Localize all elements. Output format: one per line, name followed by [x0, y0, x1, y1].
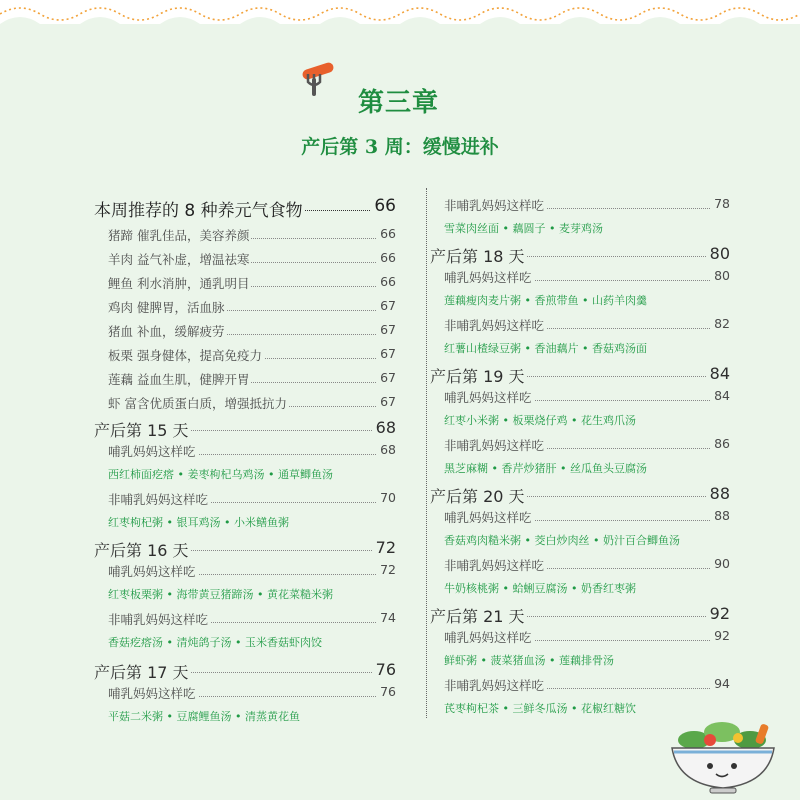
entry-label: 红枣枸杞粥 • 银耳鸡汤 • 小米鳝鱼粥	[108, 516, 289, 529]
chapter-title: 第三章	[358, 88, 440, 118]
entry-label: 平菇二米粥 • 豆腐鲤鱼汤 • 清蒸黄花鱼	[108, 710, 300, 723]
page-number: 86	[711, 436, 730, 451]
entry-label: 莲藕 益血生肌，健脾开胃	[108, 372, 250, 387]
entry-label: 香菇鸡肉糙米粥 • 茭白炒肉丝 • 奶汁百合鲫鱼汤	[444, 534, 680, 547]
entry-label: 西红柿面疙瘩 • 姜枣枸杞乌鸡汤 • 通草鲫鱼汤	[108, 468, 333, 481]
entry-label: 产后第 21 天	[430, 604, 527, 627]
toc-entry	[108, 394, 396, 410]
entry-label: 非哺乳妈妈这样吃	[444, 678, 545, 693]
entry-label: 猪血 补血，缓解疲劳	[108, 324, 225, 339]
entry-label: 羊肉 益气补虚，增温祛寒	[108, 252, 250, 267]
toc-entry	[108, 298, 396, 314]
toc-entry	[430, 604, 730, 624]
page-number: 67	[377, 298, 396, 313]
entry-label: 产后第 19 天	[430, 364, 527, 387]
entry-label: 产后第 20 天	[430, 484, 527, 507]
toc-entry	[444, 676, 730, 692]
entry-label: 牛奶核桃粥 • 蛤蜊豆腐汤 • 奶香红枣粥	[444, 582, 636, 595]
page-number: 70	[377, 490, 396, 505]
recipe-list	[108, 586, 396, 602]
entry-label: 猪蹄 催乳佳品，美容养颜	[108, 228, 250, 243]
entry-label: 鸡肉 健脾胃，活血脉	[108, 300, 225, 315]
toc-entry	[430, 484, 730, 504]
entry-label: 红枣板栗粥 • 海带黄豆猪蹄汤 • 黄花菜糙米粥	[108, 588, 333, 601]
entry-label: 芪枣枸杞茶 • 三鲜冬瓜汤 • 花椒红糖饮	[444, 702, 636, 715]
entry-label: 本周推荐的 8 种养元气食物	[94, 196, 305, 221]
entry-label: 非哺乳妈妈这样吃	[444, 198, 545, 213]
entry-label: 红薯山楂绿豆粥 • 香油藕片 • 香菇鸡汤面	[444, 342, 647, 355]
entry-label: 板栗 强身健体，提高免疫力	[108, 348, 262, 363]
entry-label: 黑芝麻糊 • 香芹炒猪肝 • 丝瓜鱼头豆腐汤	[444, 462, 647, 475]
page-number: 80	[707, 244, 730, 263]
recipe-list	[108, 634, 396, 650]
toc-entry	[108, 370, 396, 386]
entry-label: 非哺乳妈妈这样吃	[444, 438, 545, 453]
page-number: 74	[377, 610, 396, 625]
toc-entry	[108, 250, 396, 266]
page-number: 72	[373, 538, 396, 557]
toc-entry	[108, 322, 396, 338]
recipe-list	[444, 580, 730, 596]
recipe-list	[444, 292, 730, 308]
page-number: 92	[707, 604, 730, 623]
toc-entry	[444, 628, 730, 644]
page-number: 68	[373, 418, 396, 437]
entry-label: 哺乳妈妈这样吃	[444, 630, 532, 645]
entry-label: 哺乳妈妈这样吃	[108, 686, 196, 701]
toc-entry	[444, 388, 730, 404]
page-number: 72	[377, 562, 396, 577]
recipe-list	[108, 708, 396, 724]
toc-entry	[108, 684, 396, 700]
recipe-list	[444, 220, 730, 236]
page-number: 67	[377, 394, 396, 409]
recipe-list	[444, 652, 730, 668]
page-number: 92	[711, 628, 730, 643]
entry-label: 产后第 17 天	[94, 660, 191, 683]
toc-entry	[444, 436, 730, 452]
page-number: 80	[711, 268, 730, 283]
toc-entry	[94, 660, 396, 680]
recipe-list	[444, 340, 730, 356]
entry-label: 香菇疙瘩汤 • 清炖鸽子汤 • 玉米香菇虾肉饺	[108, 636, 322, 649]
fork-sausage-icon	[298, 60, 346, 104]
page-number: 67	[377, 370, 396, 385]
column-divider	[426, 188, 427, 718]
entry-label: 产后第 15 天	[94, 418, 191, 441]
page-number: 67	[377, 346, 396, 361]
recipe-list	[108, 514, 396, 530]
page-number: 66	[377, 274, 396, 289]
toc-entry	[444, 556, 730, 572]
page-number: 68	[377, 442, 396, 457]
entry-label: 哺乳妈妈这样吃	[444, 510, 532, 525]
toc-entry	[444, 196, 730, 212]
salad-bowl-icon	[664, 718, 782, 800]
toc-entry	[430, 244, 730, 264]
page-number: 84	[711, 388, 730, 403]
entry-label: 哺乳妈妈这样吃	[108, 564, 196, 579]
entry-label: 非哺乳妈妈这样吃	[108, 612, 209, 627]
toc-entry	[108, 610, 396, 626]
page-number: 90	[711, 556, 730, 571]
toc-entry	[108, 490, 396, 506]
entry-label: 莲藕瘦肉麦片粥 • 香煎带鱼 • 山药羊肉羹	[444, 294, 647, 307]
toc-entry	[430, 364, 730, 384]
entry-label: 非哺乳妈妈这样吃	[108, 492, 209, 507]
page-number: 78	[711, 196, 730, 211]
page-number: 67	[377, 322, 396, 337]
entry-label: 虾 富含优质蛋白质，增强抵抗力	[108, 396, 287, 411]
toc-entry	[108, 274, 396, 290]
toc-entry	[444, 508, 730, 524]
entry-label: 鲤鱼 利水消肿，通乳明目	[108, 276, 250, 291]
entry-label: 鲜虾粥 • 菠菜猪血汤 • 莲藕排骨汤	[444, 654, 614, 667]
page-number: 76	[373, 660, 396, 679]
toc-entry	[108, 562, 396, 578]
page-number: 94	[711, 676, 730, 691]
page-number: 66	[377, 250, 396, 265]
toc-entry	[444, 316, 730, 332]
toc-entry	[94, 418, 396, 438]
recipe-list	[444, 700, 730, 716]
page-number: 82	[711, 316, 730, 331]
entry-label: 哺乳妈妈这样吃	[108, 444, 196, 459]
page-number: 66	[377, 226, 396, 241]
page-number: 88	[707, 484, 730, 503]
page-number: 84	[707, 364, 730, 383]
chapter-subtitle: 产后第 3 周：缓慢进补	[301, 136, 499, 158]
toc-entry	[94, 538, 396, 558]
entry-label: 哺乳妈妈这样吃	[444, 270, 532, 285]
toc-entry	[108, 442, 396, 458]
recipe-list	[444, 412, 730, 428]
entry-label: 产后第 18 天	[430, 244, 527, 267]
toc-entry	[444, 268, 730, 284]
page-number: 66	[371, 196, 396, 216]
recipe-list	[108, 466, 396, 482]
entry-label: 红枣小米粥 • 板栗烧仔鸡 • 花生鸡爪汤	[444, 414, 636, 427]
toc-entry	[94, 196, 396, 221]
toc-entry	[108, 346, 396, 362]
entry-label: 雪菜肉丝面 • 藕圆子 • 麦芽鸡汤	[444, 222, 603, 235]
entry-label: 哺乳妈妈这样吃	[444, 390, 532, 405]
page-number: 88	[711, 508, 730, 523]
entry-label: 非哺乳妈妈这样吃	[444, 558, 545, 573]
entry-label: 产后第 16 天	[94, 538, 191, 561]
toc-entry	[108, 226, 396, 242]
recipe-list	[444, 532, 730, 548]
entry-label: 非哺乳妈妈这样吃	[444, 318, 545, 333]
recipe-list	[444, 460, 730, 476]
page-number: 76	[377, 684, 396, 699]
